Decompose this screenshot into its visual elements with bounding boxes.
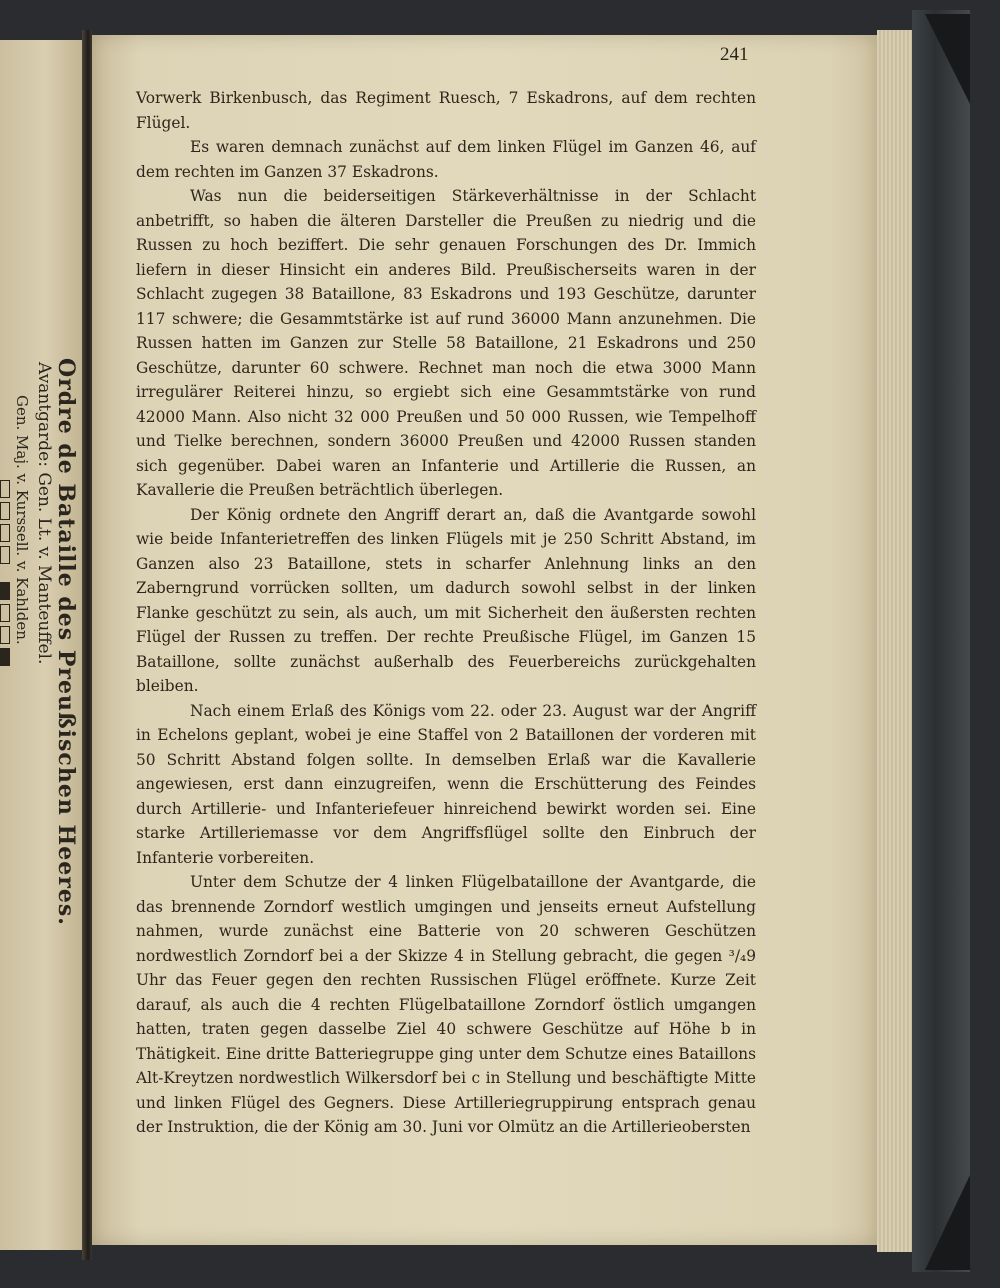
page-number: 241 bbox=[720, 44, 749, 65]
paragraph: Unter dem Schutze der 4 linken Flügelbataillone der Avantgarde, die das brennende Zorndorf westlich umgingen und jenseits erneut Aufstellung nahmen, wurde zunächst eine Batterie von 20 schweren Geschützen nordwestlich Zorndorf bei a der Skizze 4 in Stellung gebracht, die gegen ³/₄9 Uhr das Feuer gegen den rechten Russischen Flügel eröffnete. Kurze Zeit darauf, als auch die 4 rechten Flügelbataillone Zorndorf östlich umgangen hatten, traten gegen dasselbe Ziel 40 schwere Geschütze auf Höhe b in Thätigkeit. Eine dritte Batteriegruppe ging unter dem Schutze eines Bataillons Alt-Kreytzen nordwestlich Wilkersdorf bei c in Stellung und beschäftigte Mitte und linken Flügel des Gegners. Diese Artilleriegruppirung entsprach genau der Instruktion, die der König am 30. Juni vor Olmütz an die Artillerieobersten bbox=[136, 873, 756, 1136]
paragraph: Was nun die beiderseitigen Stärkeverhältnisse in der Schlacht anbetrifft, so haben die älteren Darsteller die Preußen zu niedrig und die Russen zu hoch beziffert. Die sehr genauen Forschungen des Dr. Immich liefern in dieser Hinsicht ein anderes Bild. Preußischerseits waren in der Schlacht zugegen 38 Bataillone, 83 Eskadrons und 193 Geschütze, darunter 117 schwere; die Gesammtstärke ist auf rund 36000 Mann anzunehmen. Die Russen hatten im Ganzen zur Stelle 58 Bataillone, 21 Eskadrons und 250 Geschütze, darunter 60 schwere. Rechnet man noch die etwa 3000 Mann irregulärer Reiterei hinzu, so ergiebt sich eine Gesammtstärke von rund 42000 Mann. Also nicht 32 000 Preußen und 50 000 Russen, wie Tempelhoff und Tielke berechnen, sondern 36000 Preußen und 42000 Russen standen sich gegenüber. Dabei waren an Infanterie und Artillerie die Russen, an Kavallerie die Preußen beträchtlich überlegen. bbox=[136, 187, 756, 499]
paragraph: Es waren demnach zunächst auf dem linken Flügel im Ganzen 46, auf dem rechten im Ganzen 37 Eskadrons. bbox=[136, 138, 756, 181]
legend-square-empty bbox=[0, 604, 10, 622]
facing-page-legend-squares bbox=[0, 480, 12, 670]
legend-square-empty bbox=[0, 546, 10, 564]
legend-square-filled bbox=[0, 582, 10, 600]
paragraph: Der König ordnete den Angriff derart an, daß die Avantgarde sowohl wie beide Infanterietreffen des linken Flügels mit je 250 Schritt Abstand, im Ganzen also 23 Bataillone, stets in scharfer Anlehnung links an den Zaberngrund vorrücken sollten, um dadurch sowohl selbst in der linken Flanke geschützt zu sein, als auch, um mit Sicherheit den äußersten rechten Flügel der Russen zu treffen. Der rechte Preußische Flügel, im Ganzen 15 Bataillone, sollte zunächst außerhalb des Feuerbereichs zurückgehalten bleiben. bbox=[136, 505, 756, 695]
paragraph: Vorwerk Birkenbusch, das Regiment Ruesch, 7 Eskadrons, auf dem rechten Flügel. bbox=[136, 89, 756, 132]
legend-square-empty bbox=[0, 626, 10, 644]
facing-page-caption: Gen. Maj. v. Kurssell. v. Kahlden. bbox=[13, 395, 31, 645]
legend-square-empty bbox=[0, 524, 10, 542]
book-cover-board bbox=[912, 10, 970, 1272]
legend-square-empty bbox=[0, 480, 10, 498]
facing-page-heading: Ordre de Bataille des Preußischen Heeres. bbox=[53, 358, 79, 926]
legend-square-empty bbox=[0, 502, 10, 520]
paragraph: Nach einem Erlaß des Königs vom 22. oder 23. August war der Angriff in Echelons geplant, wobei je eine Staffel von 2 Bataillonen der vorderen mit 50 Schritt Abstand folgen sollte. In demselben Erlaß war die Kavallerie angewiesen, erst dann einzugreifen, wenn die Erschütterung des Feindes durch Artillerie- und Infanteriefeuer hinreichend bewirkt worden sei. Eine starke Artilleriemasse vor dem Angriffsflügel sollte den Einbruch der Infanterie vorbereiten. bbox=[136, 701, 756, 867]
facing-page-subheading: Avantgarde: Gen. Lt. v. Manteuffel. bbox=[34, 362, 54, 665]
body-text bbox=[136, 86, 756, 1136]
legend-square-filled bbox=[0, 648, 10, 666]
book-gutter bbox=[82, 30, 92, 1260]
